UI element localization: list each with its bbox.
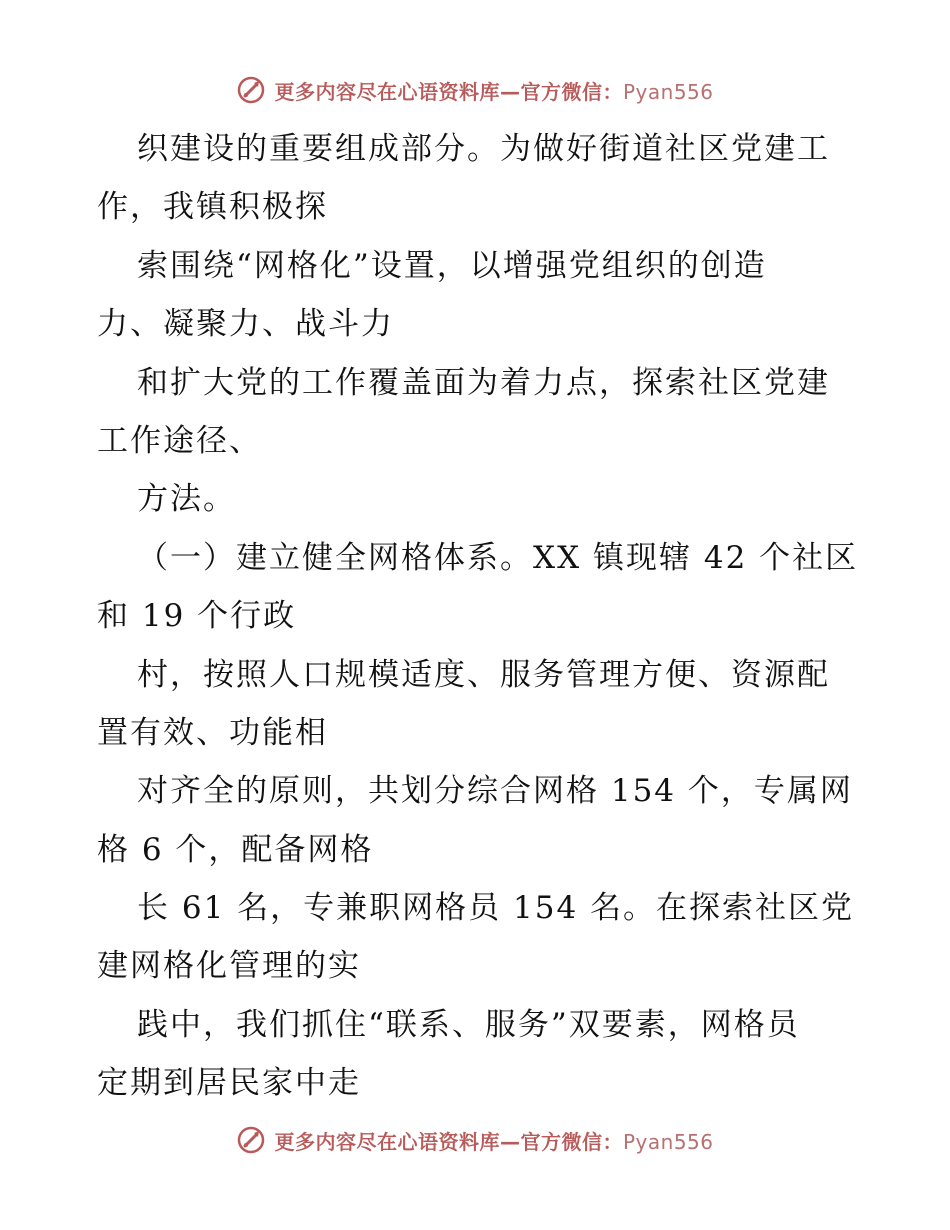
text-line: 作，我镇积极探 xyxy=(97,189,328,226)
body-text xyxy=(97,120,857,1113)
quill-seal-icon xyxy=(236,75,266,105)
text-line: 力、凝聚力、战斗力 xyxy=(97,306,394,343)
watermark-text: 更多内容尽在心语资料库—官方微信：Pyan556 xyxy=(274,1129,714,1154)
text-line: 和 19 个行政 xyxy=(97,598,297,635)
watermark-text: 更多内容尽在心语资料库—官方微信：Pyan556 xyxy=(274,79,714,104)
text-line: 格 6 个，配备网格 xyxy=(97,831,374,868)
text-line: 定期到居民家中走 xyxy=(97,1065,361,1102)
text-line: 和扩大党的工作覆盖面为着力点，探索社区党建 xyxy=(137,364,830,401)
text-line: 织建设的重要组成部分。为做好街道社区党建工 xyxy=(137,131,830,167)
footer-watermark xyxy=(0,1120,950,1160)
text-line: 践中，我们抓住“联系、服务”双要素，网格员 xyxy=(137,1006,800,1043)
header-watermark xyxy=(0,70,950,110)
text-line: 置有效、功能相 xyxy=(97,714,328,751)
text-line: 村，按照人口规模适度、服务管理方便、资源配 xyxy=(137,656,830,693)
text-line: （一）建立健全网格体系。XX 镇现辖 42 个社区 xyxy=(137,539,859,576)
text-line: 工作途径、 xyxy=(97,422,262,459)
text-line: 建网格化管理的实 xyxy=(97,948,361,985)
text-line: 方法。 xyxy=(137,481,236,518)
text-line: 索围绕“网格化”设置，以增强党组织的创造 xyxy=(137,247,767,284)
text-line: 对齐全的原则，共划分综合网格 154 个，专属网 xyxy=(137,773,853,810)
text-line: 长 61 名，专兼职网格员 154 名。在探索社区党 xyxy=(137,890,855,927)
quill-seal-icon xyxy=(236,1125,266,1155)
